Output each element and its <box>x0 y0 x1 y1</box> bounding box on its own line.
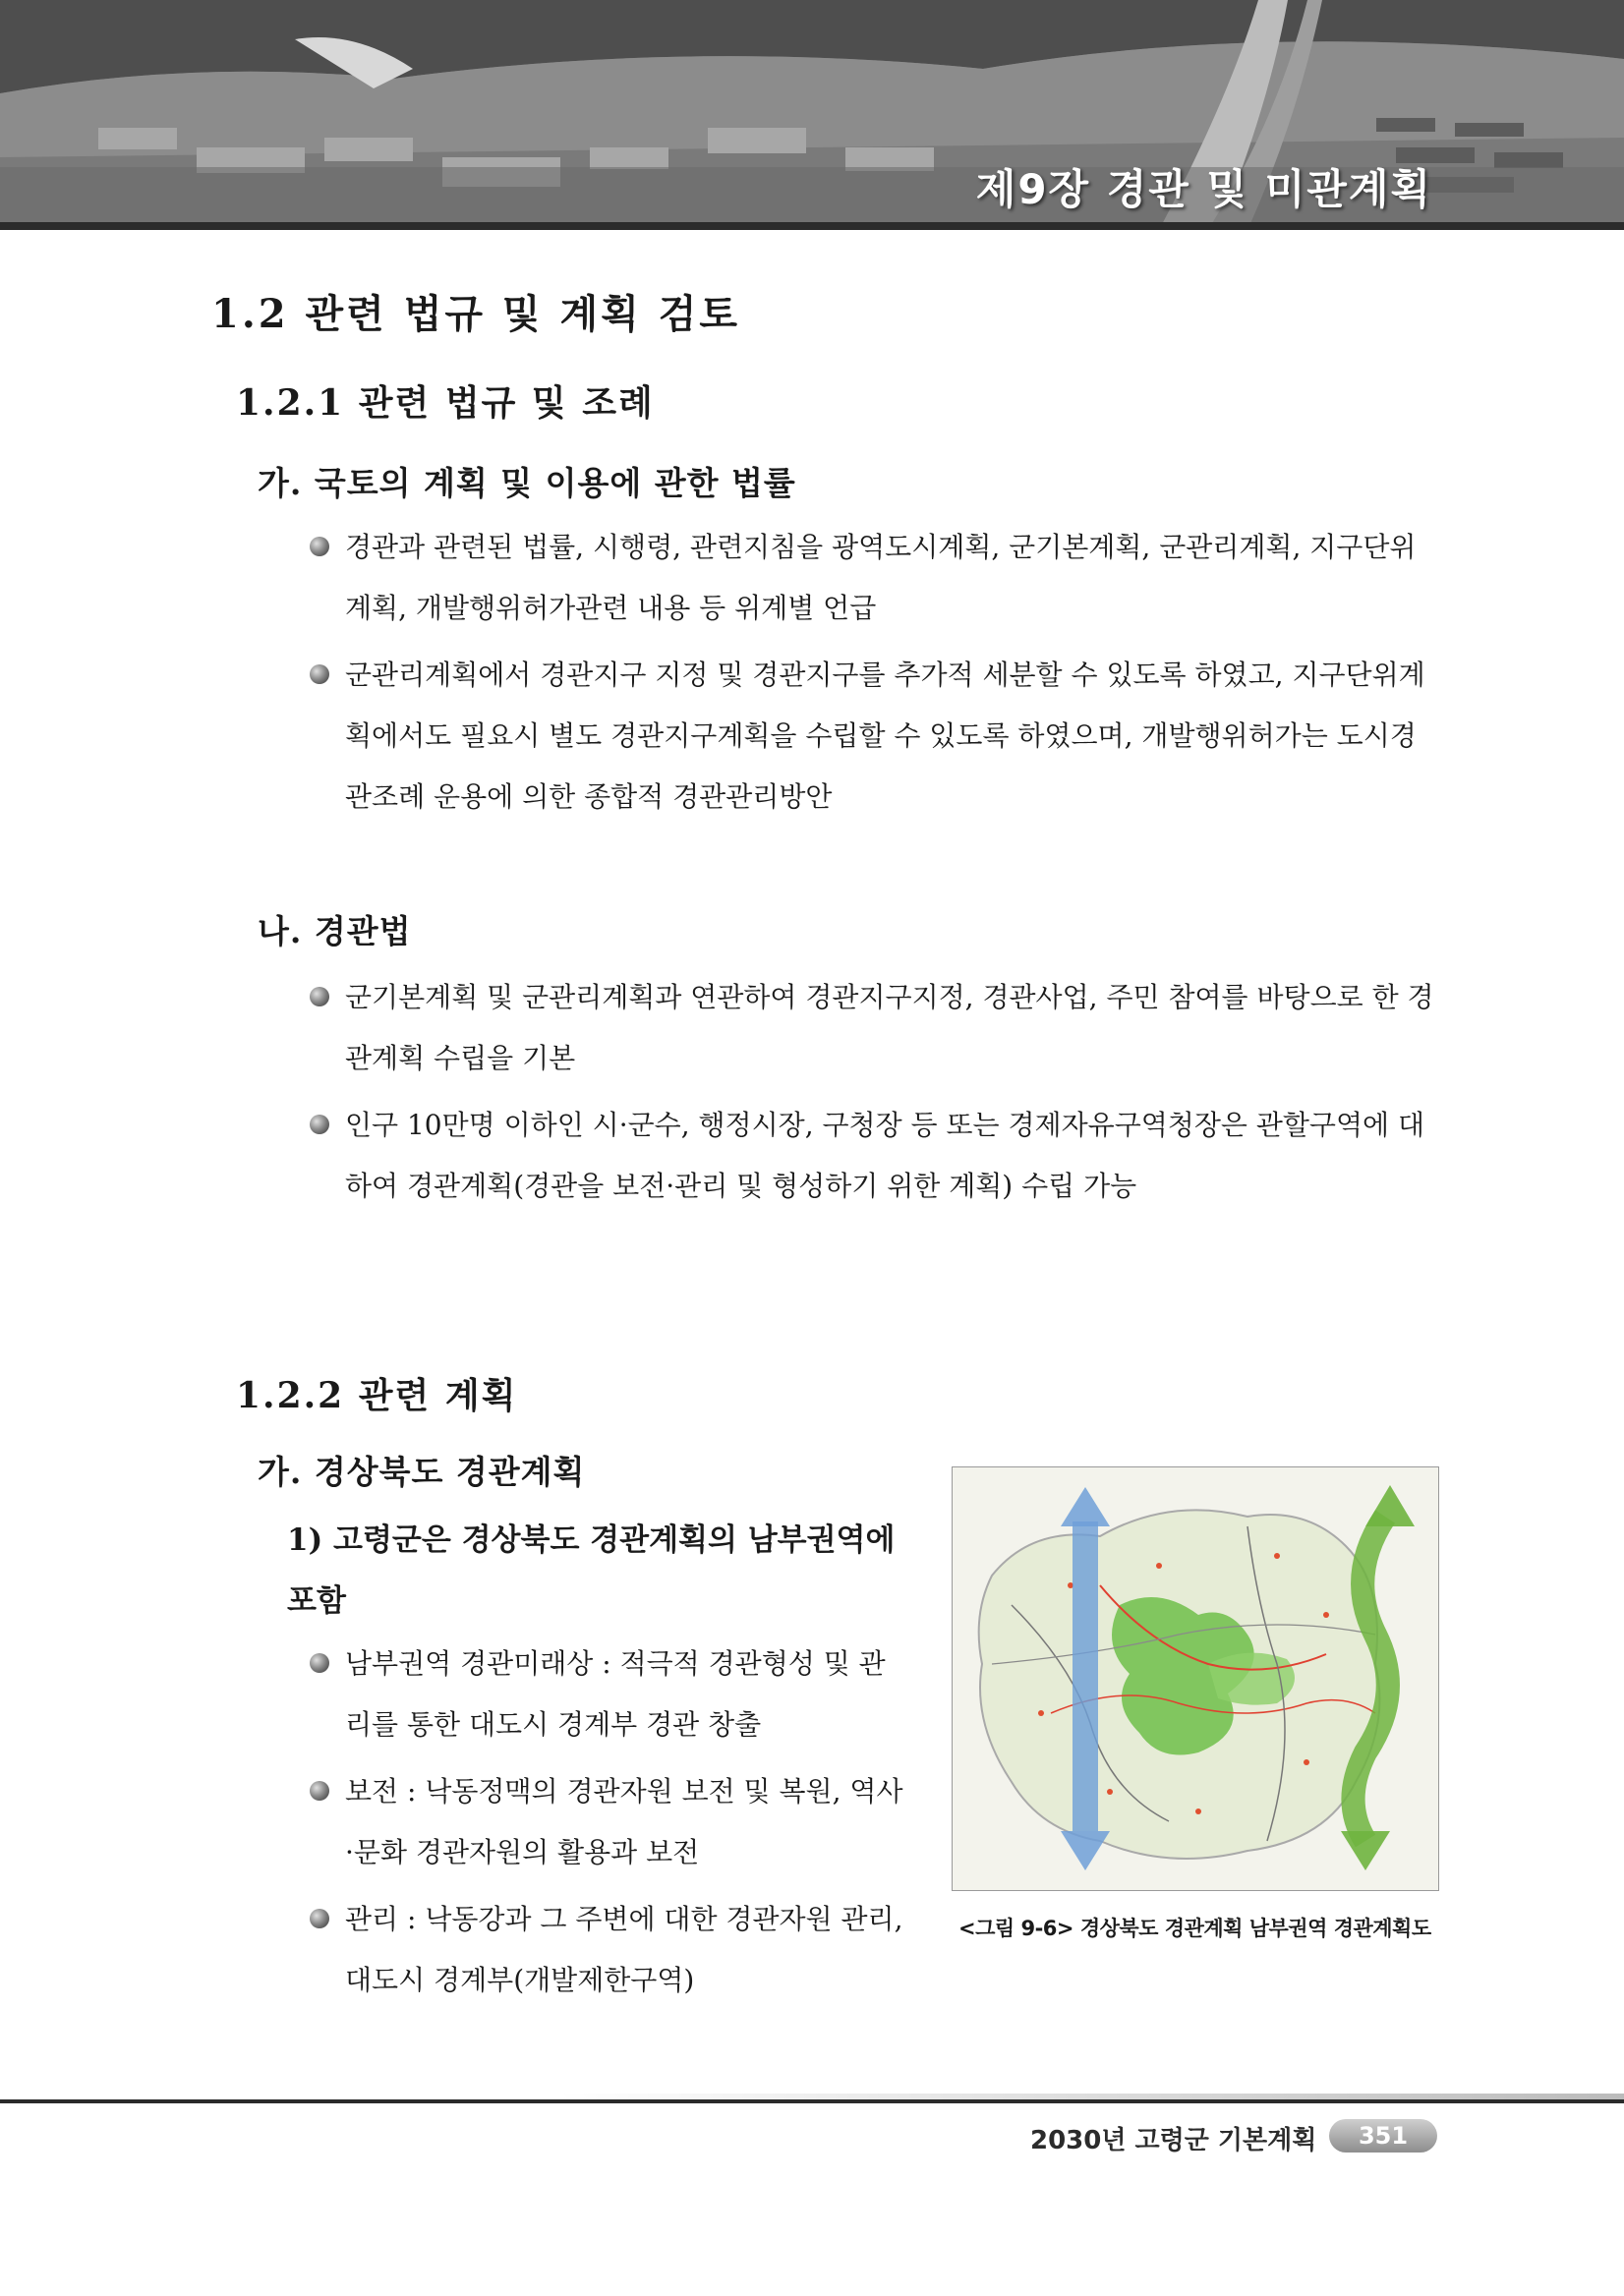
bullet-text: 인구 10만명 이하인 시·군수, 행정시장, 구청장 등 또는 경제자유구역청장은 관할구역에 대하여 경관계획(경관을 보전·관리 및 형성하기 위한 계획) 수립 가능 <box>345 1109 1425 1202</box>
bullet-text: 보전 : 낙동정맥의 경관자원 보전 및 복원, 역사·문화 경관자원의 활용과 보전 <box>345 1775 903 1868</box>
header-banner <box>0 0 1624 228</box>
bullet-text: 군관리계획에서 경관지구 지정 및 경관지구를 추가적 세분할 수 있도록 하였고, 지구단위계획에서도 필요시 별도 경관지구계획을 수립할 수 있도록 하였으며, 개발행위허가는 도시경관조례 운용에 의한 종합적 경관관리방안 <box>345 659 1425 813</box>
bullet-icon <box>310 1115 329 1134</box>
header-divider <box>0 222 1624 230</box>
bullet-item <box>310 645 1440 828</box>
bullet-icon <box>310 1781 329 1801</box>
bullet-item <box>310 1761 909 1883</box>
bullet-icon <box>310 1909 329 1928</box>
bullet-text: 관리 : 낙동강과 그 주변에 대한 경관자원 관리, 대도시 경계부(개발제한구역) <box>345 1903 903 1996</box>
bullet-text: 군기본계획 및 군관리계획과 연관하여 경관지구지정, 경관사업, 주민 참여를 바탕으로 한 경관계획 수립을 기본 <box>345 981 1434 1074</box>
landscape-plan-map <box>952 1466 1439 1891</box>
bullet-icon <box>310 664 329 684</box>
footer-divider <box>0 2099 1624 2103</box>
chapter-title: 제9장 경관 및 미관계획 <box>975 165 1432 213</box>
bullet-item <box>310 967 1440 1089</box>
bullet-icon <box>310 987 329 1006</box>
bullet-text: 남부권역 경관미래상 : 적극적 경관형성 및 관리를 통한 대도시 경계부 경관 창출 <box>345 1647 886 1741</box>
item-heading-landscape-act: 나. 경관법 <box>258 912 412 950</box>
footer-doc-title: 2030년 고령군 기본계획 <box>1030 2126 1317 2155</box>
subsection-heading-1-2-1: 1.2.1 관련 법규 및 조례 <box>236 382 655 424</box>
point-heading: 1) 고령군은 경상북도 경관계획의 남부권역에 포함 <box>287 1522 896 1619</box>
bullet-item <box>310 1634 909 1755</box>
map-graphic <box>953 1467 1438 1890</box>
bullet-text: 경관과 관련된 법률, 시행령, 관련지침을 광역도시계획, 군기본계획, 군관리계획, 지구단위계획, 개발행위허가관련 내용 등 위계별 언급 <box>345 531 1417 624</box>
subsection-heading-1-2-2: 1.2.2 관련 계획 <box>236 1375 518 1416</box>
item-heading-national-land-act: 가. 국토의 계획 및 이용에 관한 법률 <box>258 464 796 502</box>
bullet-icon <box>310 1653 329 1673</box>
bullet-icon <box>310 537 329 556</box>
bullet-item <box>310 1095 1440 1217</box>
bullet-item <box>310 517 1440 639</box>
page-number: 351 <box>1329 2119 1437 2152</box>
item-heading-gyeongbuk-plan: 가. 경상북도 경관계획 <box>258 1453 586 1491</box>
figure-caption: <그림 9-6> 경상북도 경관계획 남부권역 경관계획도 <box>958 1917 1431 1940</box>
section-heading: 1.2 관련 법규 및 계획 검토 <box>211 291 740 337</box>
bullet-item <box>310 1889 909 2011</box>
